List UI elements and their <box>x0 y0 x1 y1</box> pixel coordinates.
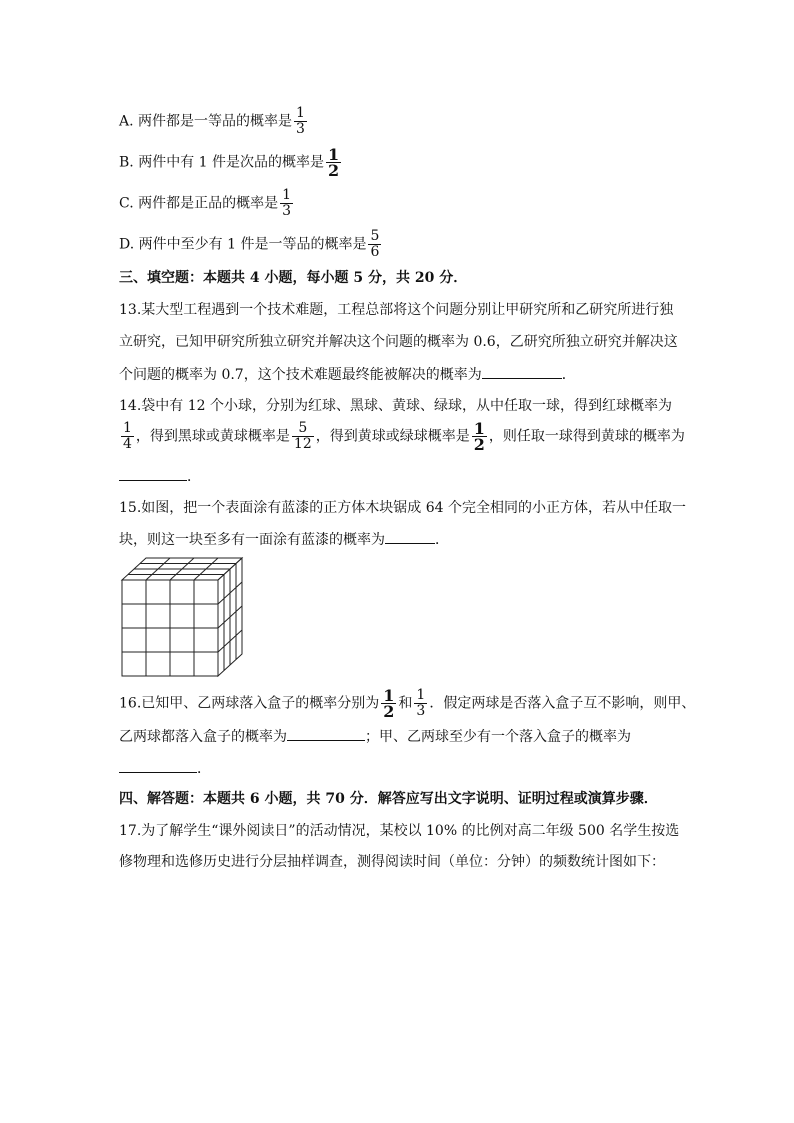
option-a-fraction <box>294 106 307 137</box>
option-c-prefix: C. <box>119 195 134 212</box>
fraction-denominator: 2 <box>383 702 395 721</box>
q16-line-2a: 乙两球都落入盒子的概率为 <box>119 729 287 745</box>
q16-text-1: 16.已知甲、乙两球落入盒子的概率分别为 <box>119 695 380 712</box>
fraction-denominator: 2 <box>473 435 485 454</box>
q13-line-3 <box>119 364 576 385</box>
q14-line-1: 14.袋中有 12 个小球，分别为红球、黑球、黄球、绿球，从中任取一球，得到红球概率为 <box>119 398 672 414</box>
option-d-text: 两件中至少有 1 件是一等品的概率是 <box>138 236 367 253</box>
cube-drawing <box>122 558 242 676</box>
option-b-text: 两件中有 1 件是次品的概率是 <box>138 154 325 171</box>
q14-text-2: ，得到黄球或绿球概率是 <box>315 428 470 445</box>
option-b-fraction <box>326 147 341 178</box>
q15-line-2 <box>119 529 449 550</box>
q13-end: ． <box>561 367 576 383</box>
q17-line-2: 修物理和选修历史进行分层抽样调查，测得阅读时间（单位：分钟）的频数统计图如下： <box>119 854 665 870</box>
section-4-heading: 四、解答题：本题共 6 小题，共 70 分．解答应写出文字说明、证明过程或演算步骤． <box>119 791 658 807</box>
fraction-numerator: 1 <box>282 187 292 203</box>
q13-line-2: 立研究，已知甲研究所独立研究并解决这个问题的概率为 0.6，乙研究所独立研究并解决这 <box>119 334 678 350</box>
fraction-numerator: 5 <box>298 420 308 436</box>
fraction-numerator: 1 <box>296 105 305 121</box>
q14-line-2 <box>119 421 685 452</box>
option-a-prefix: A. <box>119 113 134 130</box>
q15-line-1: 15.如图，把一个表面涂有蓝漆的正方体木块锯成 64 个完全相同的小正方体，若从中任取一 <box>119 500 686 516</box>
cube-figure <box>120 556 250 678</box>
fraction-numerator: 5 <box>370 228 380 244</box>
answer-blank <box>482 364 562 379</box>
option-c-text: 两件都是正品的概率是 <box>138 195 279 212</box>
option-d-prefix: D. <box>119 236 135 253</box>
option-b <box>119 147 343 178</box>
option-c <box>119 188 295 219</box>
option-a <box>119 106 309 137</box>
fraction-denominator: 2 <box>328 161 340 180</box>
section-3-heading: 三、填空题：本题共 4 小题，每小题 5 分，共 20 分． <box>119 270 468 286</box>
q16-line-3 <box>119 758 211 779</box>
fraction-denominator: 3 <box>296 121 305 137</box>
q16-text-2: 和 <box>398 695 413 712</box>
answer-blank <box>287 726 365 741</box>
q16-fraction-2 <box>414 688 427 719</box>
q14-line-3 <box>119 466 201 487</box>
q14-text-3: ，则任取一球得到黄球的概率为 <box>488 428 685 445</box>
fraction-numerator: 1 <box>416 687 426 703</box>
q14-end: ． <box>187 469 201 485</box>
q16-line-2b: ；甲、乙两球至少有一个落入盒子的概率为 <box>365 729 631 745</box>
option-b-prefix: B. <box>119 154 134 171</box>
fraction-numerator: 1 <box>473 419 485 438</box>
fraction-numerator: 1 <box>123 420 132 436</box>
fraction-denominator: 4 <box>123 436 132 452</box>
q16-line-1 <box>119 688 695 719</box>
answer-blank <box>119 466 187 481</box>
q14-fraction-2 <box>292 421 314 452</box>
q14-text-1: ，得到黑球或黄球概率是 <box>135 428 290 445</box>
q14-fraction-1 <box>121 421 134 452</box>
option-a-text: 两件都是一等品的概率是 <box>138 113 293 130</box>
q16-end: ． <box>197 761 211 777</box>
option-c-fraction <box>280 188 293 219</box>
q15-line-2-text: 块，则这一块至多有一面涂有蓝漆的概率为 <box>119 532 385 548</box>
q17-line-1: 17.为了解学生“课外阅读日”的活动情况，某校以 10% 的比例对高二年级 500 名学生按选 <box>119 823 680 839</box>
q16-line-2 <box>119 726 631 747</box>
q14-fraction-3 <box>472 421 487 452</box>
option-d-fraction <box>368 229 381 260</box>
q16-text-3: ．假定两球是否落入盒子互不影响，则甲、 <box>429 695 696 712</box>
q13-line-1: 13.某大型工程遇到一个技术难题，工程总部将这个问题分别让甲研究所和乙研究所进行独 <box>119 302 674 318</box>
fraction-denominator: 6 <box>370 244 380 260</box>
fraction-denominator: 3 <box>416 703 426 719</box>
answer-blank <box>119 758 197 773</box>
fraction-denominator: 3 <box>282 203 292 219</box>
q16-fraction-1 <box>381 688 396 719</box>
fraction-denominator: 12 <box>293 436 312 452</box>
q13-line-3-text: 个问题的概率为 0.7，这个技术难题最终能被解决的概率为 <box>119 367 482 383</box>
fraction-numerator: 1 <box>383 686 395 705</box>
fraction-numerator: 1 <box>328 145 340 164</box>
answer-blank <box>385 529 435 544</box>
option-d <box>119 229 383 260</box>
q15-end: ． <box>435 532 449 548</box>
